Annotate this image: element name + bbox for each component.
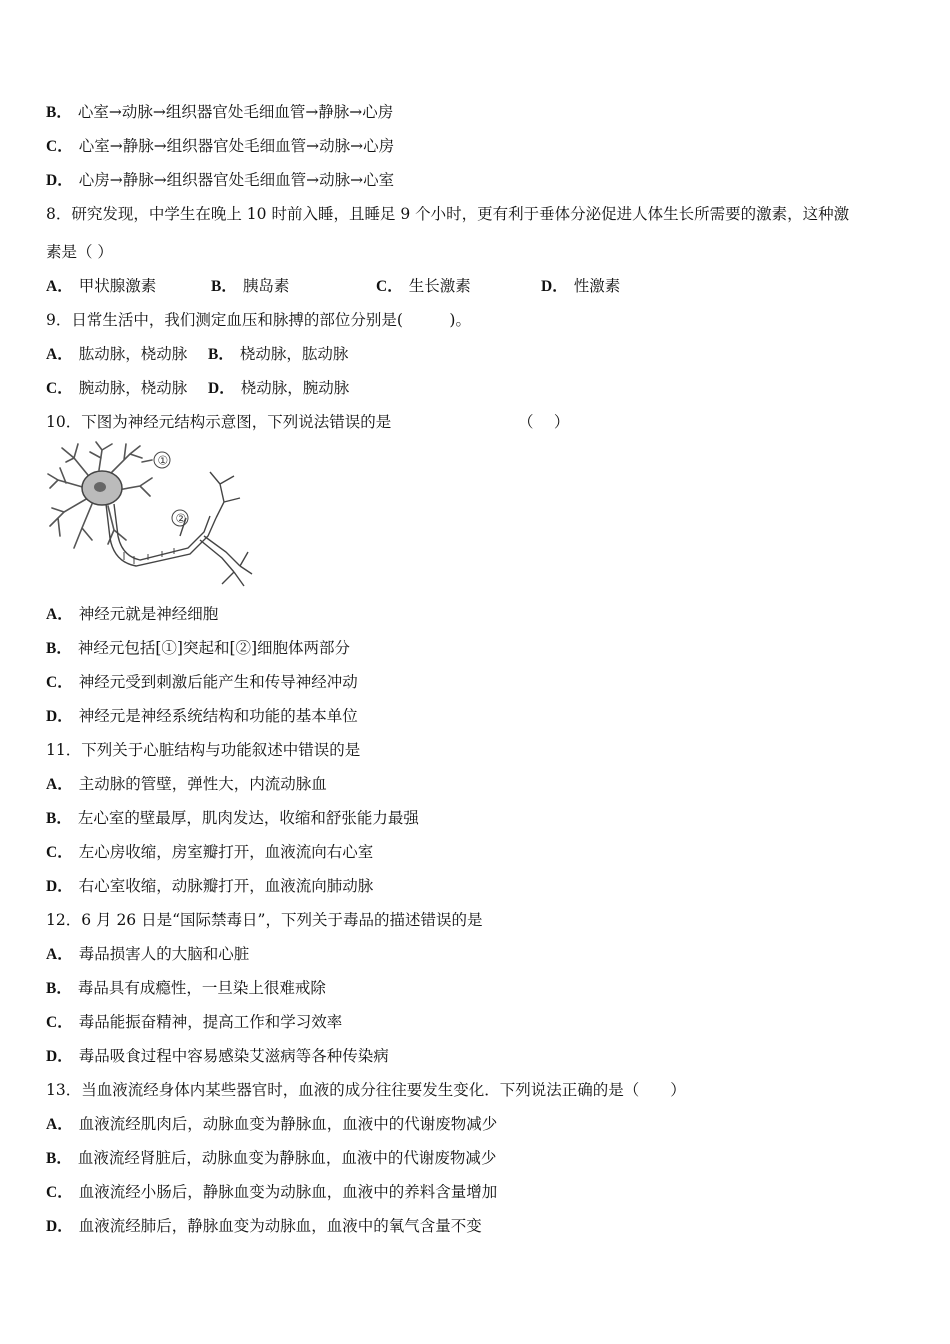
option-text: 右心室收缩，动脉瓣打开，血液流向肺动脉 (78, 877, 374, 895)
option-label: A． (46, 346, 73, 363)
option-text: 心房→静脉→组织器官处毛细血管→动脉→心室 (78, 171, 395, 189)
q12-option-a (46, 944, 249, 965)
option-label: C． (376, 278, 403, 295)
q13-option-d (46, 1216, 482, 1237)
axon-terminal (210, 472, 240, 518)
option-text: 心室→动脉→组织器官处毛细血管→静脉→心房 (77, 103, 394, 121)
q8-stem-line2: 素是（ ） (46, 243, 113, 261)
q8-option-c (376, 276, 541, 297)
option-label: C． (46, 1184, 73, 1201)
option-text: 肱动脉，桡动脉 (78, 345, 188, 363)
option-text: 神经元受到刺激后能产生和传导神经冲动 (78, 673, 358, 691)
option-text: 毒品能振奋精神，提高工作和学习效率 (78, 1013, 343, 1031)
option-text: 毒品吸食过程中容易感染艾滋病等各种传染病 (78, 1047, 389, 1065)
q11-option-d (46, 876, 373, 897)
q8-option-a (46, 276, 211, 297)
option-text: 神经元就是神经细胞 (78, 605, 219, 623)
q7-option-c (46, 136, 394, 157)
dendrite-branch (112, 444, 142, 472)
option-text: 毒品损害人的大脑和心脏 (78, 945, 250, 963)
option-text: 毒品具有成瘾性，一旦染上很难戒除 (77, 979, 326, 997)
option-text: 左心室的壁最厚，肌肉发达，收缩和舒张能力最强 (77, 809, 419, 827)
label-2: ② (175, 511, 187, 526)
option-label: A． (46, 606, 73, 623)
option-text: 血液流经小肠后，静脉血变为动脉血，血液中的养料含量增加 (78, 1183, 498, 1201)
option-label: C． (46, 674, 73, 691)
neuron-diagram (44, 440, 254, 590)
option-text: 心室→静脉→组织器官处毛细血管→动脉→心房 (78, 137, 395, 155)
dendrite-branch (50, 498, 88, 536)
q8-stem-line1: 8．研究发现，中学生在晚上 10 时前入睡，且睡足 9 个小时，更有利于垂体分泌促进人体生长所需要的激素，这种激 (46, 205, 850, 223)
q12-stem: 12．6 月 26 日是“国际禁毒日”，下列关于毒品的描述错误的是 (46, 911, 483, 929)
axon-terminal (222, 552, 252, 586)
dendrite-branch (74, 504, 92, 548)
option-label: D． (46, 172, 73, 189)
q10-stem (46, 412, 569, 432)
option-label: C． (46, 844, 73, 861)
dendrite-branch (90, 442, 112, 470)
option-label: B． (208, 346, 234, 363)
option-text: 神经元包括[①]突起和[②]细胞体两部分 (77, 639, 351, 657)
axon-branch (204, 536, 240, 566)
q12-option-b (46, 978, 326, 999)
q13-option-b (46, 1148, 496, 1169)
q10-answer-paren: （ ） (518, 413, 570, 431)
option-label: B． (46, 1150, 72, 1167)
nucleus (94, 482, 106, 492)
q8-option-d (541, 276, 620, 297)
option-text: 血液流经肾脏后，动脉血变为静脉血，血液中的代谢废物减少 (77, 1149, 497, 1167)
option-label: C． (46, 138, 73, 155)
q10-stem-text: 10．下图为神经元结构示意图，下列说法错误的是 (46, 413, 392, 431)
option-text: 神经元是神经系统结构和功能的基本单位 (78, 707, 358, 725)
q11-stem: 11．下列关于心脏结构与功能叙述中错误的是 (46, 741, 361, 759)
option-text: 桡动脉，腕动脉 (240, 379, 350, 397)
q7-option-d (46, 170, 394, 191)
option-label: C． (46, 1014, 73, 1031)
option-label: A． (46, 1116, 73, 1133)
q8-options (46, 276, 620, 297)
option-text: 胰岛素 (242, 277, 290, 295)
q12-option-d (46, 1046, 389, 1067)
option-label: A． (46, 278, 73, 295)
q11-option-b (46, 808, 419, 829)
q10-option-d (46, 706, 358, 727)
dendrite-branch (118, 478, 152, 496)
q8-option-b (211, 276, 376, 297)
q13-option-c (46, 1182, 497, 1203)
option-label: C． (46, 380, 73, 397)
axon-upper-edge (106, 504, 216, 566)
q9-options-row1 (46, 344, 348, 365)
option-text: 腕动脉，桡动脉 (78, 379, 188, 397)
option-label: A． (46, 946, 73, 963)
option-text: 主动脉的管壁，弹性大，内流动脉血 (78, 775, 327, 793)
q10-option-b (46, 638, 350, 659)
option-text: 甲状腺激素 (78, 277, 157, 295)
q9-option-a (46, 344, 208, 365)
q9-stem: 9．日常生活中，我们测定血压和脉搏的部位分别是( )。 (46, 311, 471, 329)
q9-option-c (46, 378, 208, 399)
option-label: D． (46, 1048, 73, 1065)
option-label: D． (208, 380, 235, 397)
option-label: B． (46, 980, 72, 997)
option-label: D． (46, 1218, 73, 1235)
q10-option-c (46, 672, 358, 693)
dendrite-branch (62, 444, 92, 480)
q7-option-b (46, 102, 393, 123)
label-1: ① (157, 453, 169, 468)
q11-option-c (46, 842, 373, 863)
option-label: D． (46, 708, 73, 725)
q11-option-a (46, 774, 327, 795)
q9-option-d (208, 379, 349, 397)
q12-option-c (46, 1012, 342, 1033)
q13-stem: 13．当血液流经身体内某些器官时，血液的成分往往要发生变化．下列说法正确的是（ ） (46, 1081, 686, 1099)
option-label: B． (211, 278, 237, 295)
option-label: B． (46, 810, 72, 827)
option-text: 左心房收缩，房室瓣打开，血液流向右心室 (78, 843, 374, 861)
option-label: B． (46, 104, 72, 121)
option-text: 桡动脉，肱动脉 (239, 345, 349, 363)
q9-option-b (208, 345, 348, 363)
q9-options-row2 (46, 378, 349, 399)
dendrite-branch (48, 468, 86, 488)
option-text: 性激素 (573, 277, 621, 295)
q13-option-a (46, 1114, 497, 1135)
label-leader-line (142, 460, 152, 462)
option-label: D． (46, 878, 73, 895)
q10-option-a (46, 604, 218, 625)
option-text: 生长激素 (408, 277, 471, 295)
option-label: D． (541, 278, 568, 295)
option-text: 血液流经肌肉后，动脉血变为静脉血，血液中的代谢废物减少 (78, 1115, 498, 1133)
option-label: B． (46, 640, 72, 657)
option-text: 血液流经肺后，静脉血变为动脉血，血液中的氧气含量不变 (78, 1217, 482, 1235)
option-label: A． (46, 776, 73, 793)
